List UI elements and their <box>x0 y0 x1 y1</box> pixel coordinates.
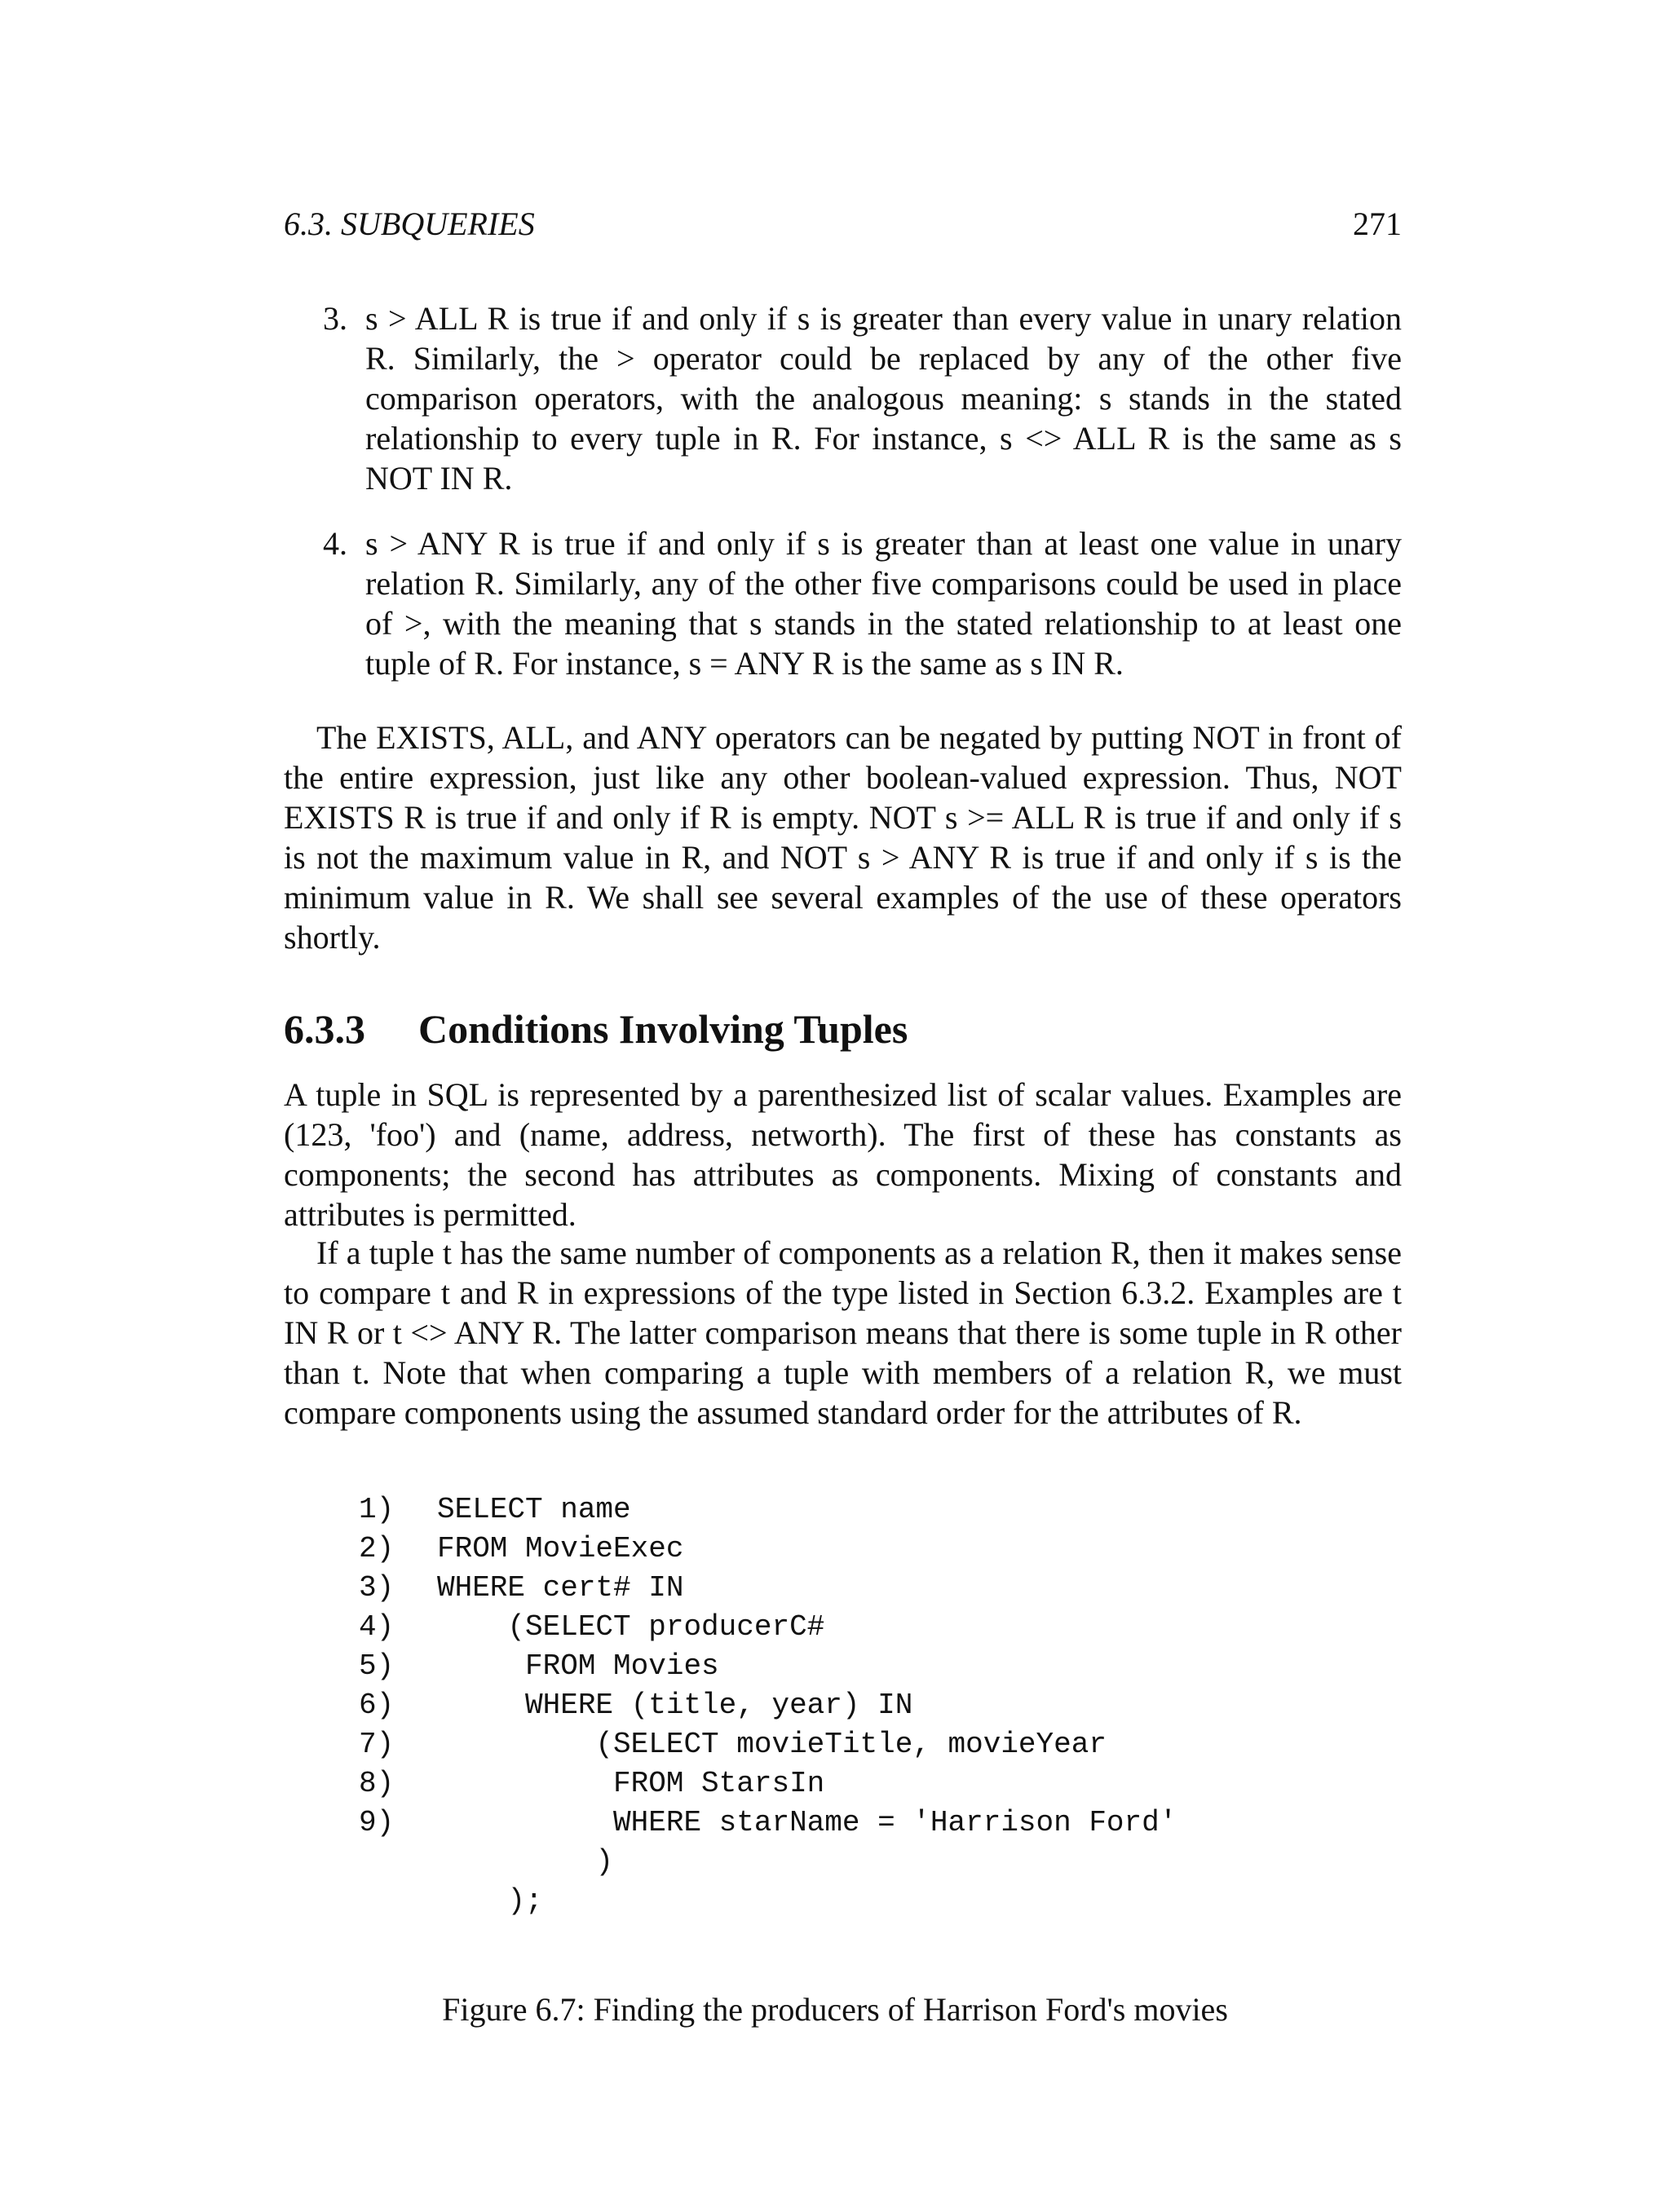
line-number: 3) <box>359 1571 395 1605</box>
line-number: 6) <box>359 1689 395 1722</box>
figure-caption: Figure 6.7: Finding the producers of Harrison Ford's movies <box>442 1991 1228 2028</box>
list-item-line: s > ANY R is true if and only if s is greater than at least one value in unary <box>365 525 1402 562</box>
list-item-body <box>365 523 1402 683</box>
code-text: ); <box>437 1884 543 1918</box>
paragraph-negation: The EXISTS, ALL, and ANY operators can be negated by putting NOT in front of the entire expression, just like any other boolean-valued expression. Thus, NOT EXISTS R is true if and only if R is empty. NOT s >= ALL R is true if and only if s is not the maximum value in R, and NOT s > ANY R is true if and only if s is the minimum value in R. We shall see several examples of the use of these operators shortly. <box>284 719 1402 956</box>
list-item-line: relation R. Similarly, the > operator could be replaced by any of the <box>365 300 1402 377</box>
list-item-line: relation R. Similarly, any of the other five comparisons could be used in <box>365 565 1333 602</box>
code-line <box>359 1647 1177 1686</box>
line-number: 1) <box>359 1493 395 1526</box>
code-line <box>359 1843 1177 1882</box>
section-title: Conditions Involving Tuples <box>418 1006 908 1052</box>
code-text: (SELECT movieTitle, movieYear <box>437 1728 1107 1761</box>
code-line <box>359 1764 1177 1804</box>
code-text: ) <box>437 1845 614 1879</box>
paragraph-compare: If a tuple t has the same number of components as a relation R, then it makes sense to compare t and R in expressions of the type listed in Section 6.3.2. Examples are t IN R or t <> ANY R. The latter comparison means that there is some tuple in R other than t. Note that when comparing a tuple with members of a relation R, we must compare components using the assumed standard order for the attributes of R. <box>284 1234 1402 1431</box>
list-item-line: s > ALL R is true if and only if s is greater than every value in unary <box>365 300 1302 337</box>
list-item-line: the stated relationship to every tuple in R. For instance, s <> ALL R is <box>365 380 1402 457</box>
code-line <box>359 1882 1177 1921</box>
list-item-body <box>365 298 1402 498</box>
code-line <box>359 1490 1177 1530</box>
line-number: 2) <box>359 1532 395 1565</box>
code-line <box>359 1569 1177 1608</box>
code-text: FROM Movies <box>437 1649 719 1683</box>
list-item-3 <box>284 298 1402 498</box>
code-line <box>359 1804 1177 1843</box>
list-item-line: the same as s NOT IN R. <box>365 420 1402 497</box>
code-line <box>359 1608 1177 1647</box>
code-text: FROM MovieExec <box>437 1532 684 1565</box>
section-number: 6.3.3 <box>284 1006 365 1052</box>
code-text: WHERE cert# IN <box>437 1571 684 1605</box>
code-text: WHERE (title, year) IN <box>437 1689 913 1722</box>
code-line <box>359 1530 1177 1569</box>
list-item-line: at least one tuple of R. For instance, s = ANY R is the same as s IN R. <box>365 605 1403 682</box>
code-text: (SELECT producerC# <box>437 1610 825 1644</box>
running-head: 6.3. SUBQUERIES <box>284 205 535 242</box>
page-number: 271 <box>1353 205 1402 242</box>
list-item-number: 3. <box>323 300 347 337</box>
list-item-4 <box>284 523 1402 683</box>
line-number: 4) <box>359 1610 395 1644</box>
line-number: 9) <box>359 1806 395 1839</box>
code-line <box>359 1686 1177 1725</box>
line-number: 5) <box>359 1649 395 1683</box>
line-number: 7) <box>359 1728 395 1761</box>
code-text: WHERE starName = 'Harrison Ford' <box>437 1806 1177 1839</box>
code-text: FROM StarsIn <box>437 1767 825 1800</box>
line-number: 8) <box>359 1767 395 1800</box>
list-item-line: other five comparison operators, with the analogous meaning: s stands in <box>365 340 1403 417</box>
list-item-line: place of >, with the meaning that s stands in the stated relationship to <box>365 565 1402 642</box>
paragraph-tuple: A tuple in SQL is represented by a parenthesized list of scalar values. Examples are (123, 'foo') and (name, address, networth). The first of these has constants as components; the second has attributes as components. Mixing of constants and attributes is permitted. <box>284 1076 1402 1233</box>
list-item-number: 4. <box>323 525 347 562</box>
code-listing <box>359 1490 1177 1921</box>
code-line <box>359 1725 1177 1764</box>
section-heading <box>284 1004 908 1053</box>
code-text: SELECT name <box>437 1493 631 1526</box>
